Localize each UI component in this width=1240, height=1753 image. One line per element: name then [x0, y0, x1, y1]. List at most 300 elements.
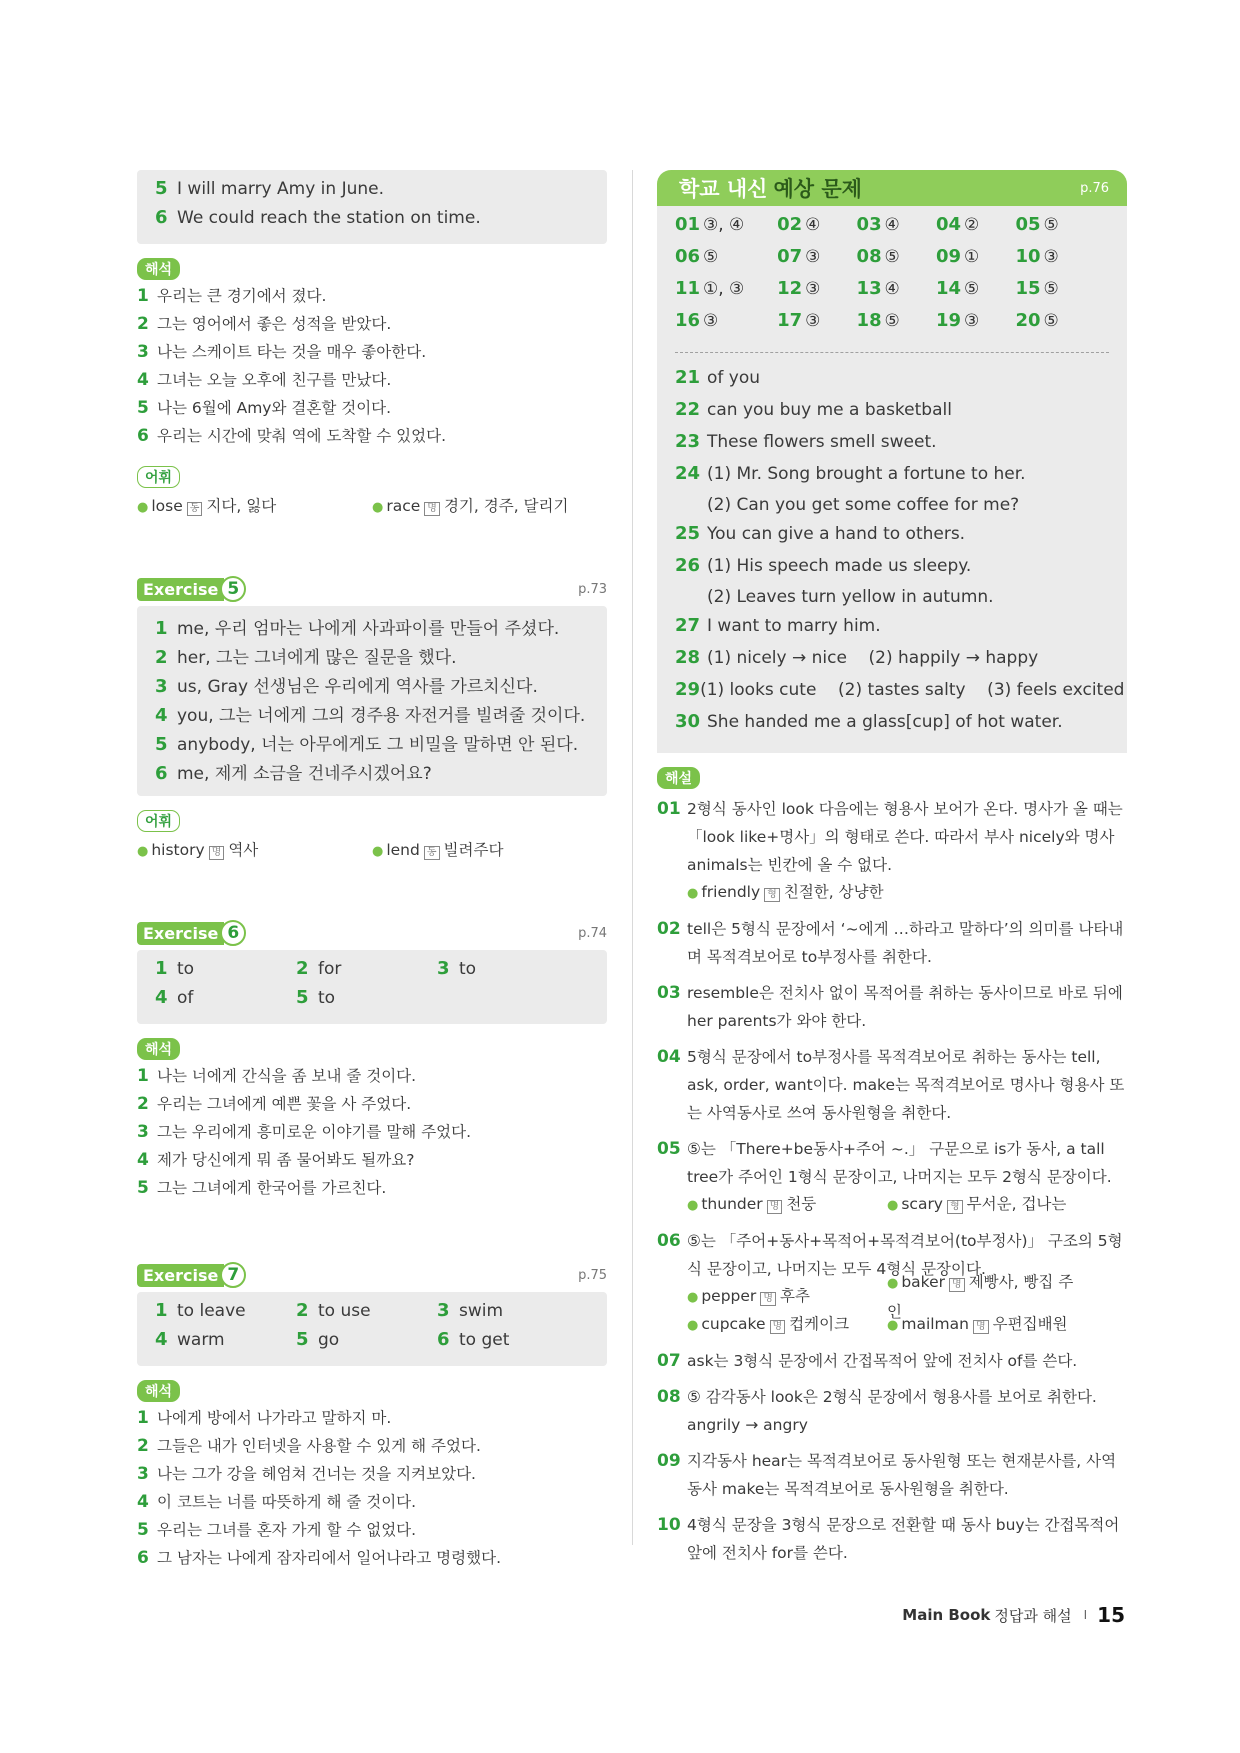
answer-cell [1016, 278, 1095, 299]
exercise-6-box [137, 950, 607, 1024]
explanation-body [687, 979, 1127, 1035]
translation-tag: 해석 [137, 1380, 180, 1402]
answer-number: 24 [675, 463, 701, 484]
written-answer-row [675, 367, 1109, 399]
answer-row-number: 5 [155, 734, 168, 755]
explanation-text: ⑤는 「There+be동사+주어 ~.」 구문으로 is가 동사, a tall tree가 주어인 1형식 문장이고, 나머지는 모두 2형식 문장이다. [687, 1140, 1112, 1186]
written-answer-row [675, 711, 1109, 743]
answer-subline: (2) Can you get some coffee for me? [707, 495, 1020, 515]
exercise-number-badge: 7 [220, 1262, 246, 1288]
answer-choice: ③ [805, 247, 821, 267]
right-column [657, 170, 1127, 1575]
answer-choice: ④ [884, 279, 900, 299]
answer-choice: ③ [805, 311, 821, 331]
vocabulary-item [687, 1190, 887, 1220]
explanation-text: tell은 5형식 문장에서 ‘~에게 …하라고 말하다’의 의미를 나타내며 목적격보어로 to부정사를 취한다. [687, 920, 1124, 966]
translation-row-text: 그는 그녀에게 한국어를 가르친다. [157, 1179, 387, 1197]
answer-text: She handed me a glass[cup] of hot water. [707, 712, 1063, 732]
pos-badge: 동 [187, 502, 203, 516]
answer-row [155, 614, 589, 643]
explanation-item [657, 1043, 1127, 1127]
translation-row-text: 나는 너에게 간식을 좀 보내 줄 것이다. [157, 1067, 417, 1085]
answer-cell [936, 246, 1015, 267]
explanation-item [657, 1511, 1127, 1567]
answer-text: go [318, 1330, 340, 1350]
vocab-word: mailman [901, 1315, 969, 1333]
answer-cell [936, 214, 1015, 235]
answer-row [155, 207, 589, 236]
translation-row-text: 이 코트는 너를 따뜻하게 해 줄 것이다. [157, 1493, 417, 1511]
answer-cell [155, 987, 296, 1008]
bullet-icon: ● [137, 844, 149, 859]
answer-row-number: 1 [155, 618, 168, 639]
pos-badge: 동 [424, 846, 440, 860]
answer-row [675, 310, 1095, 342]
bullet-icon: ● [687, 1290, 699, 1305]
translation-row-text: 그는 영어에서 좋은 성적을 받았다. [157, 315, 392, 333]
answer-cell [155, 958, 296, 979]
answer-row-text: her, 그는 그녀에게 많은 질문을 했다. [177, 648, 457, 668]
column-divider [632, 170, 633, 1545]
translation-row-text: 그들은 내가 인터넷을 사용할 수 있게 해 주었다. [157, 1437, 481, 1455]
vocabulary-row [137, 492, 607, 518]
answer-text: You can give a hand to others. [707, 524, 966, 544]
page-number: 15 [1097, 1603, 1125, 1627]
bullet-icon: ● [887, 1198, 899, 1213]
dotted-divider [675, 352, 1109, 353]
answer-cell [857, 246, 936, 267]
bullet-icon: ● [887, 1276, 899, 1291]
answer-number: 16 [675, 310, 701, 331]
explanation-text: 2형식 동사인 look 다음에는 형용사 보어가 온다. 명사가 올 때는 「look like+명사」의 형태로 쓴다. 따라서 부사 nicely와 명사 animals는 빈칸에 올 수 없다. [687, 800, 1123, 874]
answer-row-text: you, 그는 너에게 그의 경주용 자전거를 빌려줄 것이다. [177, 706, 586, 726]
answer-choice: ③ [1043, 247, 1059, 267]
answer-cell [1016, 214, 1095, 235]
answer-text: of you [707, 368, 761, 388]
exercise-6-header-label [137, 920, 246, 946]
translation-list [137, 1064, 607, 1204]
footer-subtitle: 정답과 해설 [994, 1606, 1072, 1625]
explanation-number: 02 [657, 919, 681, 939]
pos-badge: 명 [209, 846, 225, 860]
translation-list [137, 284, 607, 452]
answer-number: 19 [936, 310, 962, 331]
answer-cell [437, 1329, 578, 1350]
translation-row [137, 340, 607, 368]
answer-choice: ② [964, 215, 980, 235]
answer-text: can you buy me a basketball [707, 400, 952, 420]
written-answer-row [675, 523, 1109, 555]
answer-number: 10 [1015, 246, 1041, 267]
exercise-number-badge: 6 [220, 920, 246, 946]
translation-row-number: 2 [137, 314, 149, 334]
vocab-meaning: 제빵사, 빵집 주인 [887, 1273, 1074, 1321]
translation-row-text: 나는 스케이트 타는 것을 매우 좋아한다. [157, 343, 427, 361]
title-expected: 예상 문제 [773, 177, 862, 201]
answer-cell [675, 246, 777, 267]
answer-choice: ③, ④ [703, 215, 745, 235]
exercise-7-header [137, 1262, 607, 1288]
answer-cell [777, 246, 856, 267]
translation-row-text: 그 남자는 나에게 잠자리에서 일어나라고 명령했다. [157, 1549, 501, 1567]
footer-book: Main Book [902, 1606, 991, 1624]
exercise-label: Exercise [137, 578, 224, 601]
exercise-5-box [137, 606, 607, 796]
answer-row-text: me, 우리 엄마는 나에게 사과파이를 만들어 주셨다. [177, 619, 560, 639]
answer-text: (1) looks cute (2) tastes salty (3) feels excited [700, 680, 1125, 700]
answer-text: I want to marry him. [707, 616, 881, 636]
answer-number: 2 [296, 1300, 309, 1321]
translation-tag: 해석 [137, 258, 180, 280]
vocab-word: pepper [701, 1287, 757, 1305]
answer-cell [936, 278, 1015, 299]
answer-row-text: us, Gray 선생님은 우리에게 역사를 가르치신다. [177, 677, 538, 697]
multiple-choice-answers [675, 214, 1109, 342]
answer-cell [296, 987, 437, 1008]
vocab-word: race [386, 497, 421, 515]
page-reference: p.73 [578, 581, 607, 597]
pos-badge: 명 [767, 1200, 783, 1214]
translation-row-text: 우리는 시간에 맞춰 역에 도착할 수 있었다. [157, 427, 447, 445]
answer-choice: ⑤ [884, 311, 900, 331]
answer-number: 11 [675, 278, 701, 299]
answer-number: 4 [155, 1329, 168, 1350]
answer-number: 20 [1015, 310, 1041, 331]
translation-tag: 해석 [137, 1038, 180, 1060]
explanation-body [687, 795, 1127, 907]
answer-cell [296, 958, 437, 979]
translation-row [137, 284, 607, 312]
answer-choice: ③ [964, 311, 980, 331]
vocabulary-tag: 어휘 [137, 810, 180, 832]
vocabulary-item [687, 878, 887, 908]
vocab-word: thunder [701, 1195, 763, 1213]
vocab-word: lose [151, 497, 183, 515]
explanation-number: 01 [657, 799, 681, 819]
vocabulary-row-item [137, 494, 372, 516]
explanation-list [657, 795, 1127, 1567]
vocab-word: scary [901, 1195, 943, 1213]
explanation-text: 지각동사 hear는 목적격보어로 동사원형 또는 현재분사를, 사역동사 make는 목적격보어로 동사원형을 취한다. [687, 1452, 1117, 1498]
answer-cell [675, 310, 777, 331]
vocabulary-row [687, 1311, 1127, 1339]
translation-row-number: 3 [137, 1464, 149, 1484]
answer-number: 08 [856, 246, 882, 267]
explanation-body [687, 1043, 1127, 1127]
answer-choice: ③ [805, 279, 821, 299]
translation-row [137, 1462, 607, 1490]
explanation-number: 03 [657, 983, 681, 1003]
translation-row [137, 1120, 607, 1148]
pos-badge: 명 [973, 1320, 989, 1334]
pos-badge: 명 [760, 1292, 776, 1306]
answer-text: of [177, 988, 194, 1008]
answer-number: 23 [675, 431, 701, 452]
explanation-body [687, 915, 1127, 971]
answer-number: 3 [437, 958, 450, 979]
answer-row-number: 4 [155, 705, 168, 726]
translation-row-number: 3 [137, 342, 149, 362]
exercise-label: Exercise [137, 922, 224, 945]
answer-cell [675, 214, 777, 235]
answer-number: 18 [856, 310, 882, 331]
vocabulary-tag: 어휘 [137, 466, 180, 488]
translation-row-text: 우리는 그녀에게 예쁜 꽃을 사 주었다. [157, 1095, 412, 1113]
explanation-item [657, 1383, 1127, 1439]
bullet-icon: ● [887, 1318, 899, 1333]
exercise-6-header [137, 920, 607, 946]
vocab-word: history [151, 841, 205, 859]
explanation-item [657, 1347, 1127, 1375]
answer-choice: ⑤ [1043, 311, 1059, 331]
answer-row [155, 958, 589, 987]
page-reference: p.74 [578, 925, 607, 941]
answer-text: swim [459, 1301, 504, 1321]
section-title [679, 173, 862, 203]
answer-text: (1) nicely → nice (2) happily → happy [707, 648, 1039, 668]
translation-row-number: 5 [137, 1178, 149, 1198]
answer-number: 5 [296, 987, 309, 1008]
answer-text: to get [459, 1330, 510, 1350]
answer-row [155, 701, 589, 730]
answer-number: 3 [437, 1300, 450, 1321]
written-answer-row [675, 647, 1109, 679]
answer-number: 25 [675, 523, 701, 544]
vocab-meaning: 역사 [228, 841, 259, 859]
translation-row [137, 368, 607, 396]
explanation-body [687, 1447, 1127, 1503]
answer-number: 22 [675, 399, 701, 420]
explanation-number: 08 [657, 1387, 681, 1407]
translation-row-number: 3 [137, 1122, 149, 1142]
translation-row-number: 6 [137, 1548, 149, 1568]
vocab-meaning: 무서운, 겁나는 [966, 1195, 1067, 1213]
answer-choice: ①, ③ [703, 279, 745, 299]
pos-badge: 형 [764, 888, 780, 902]
answer-number: 26 [675, 555, 701, 576]
bullet-icon: ● [372, 844, 384, 859]
answer-cell [857, 214, 936, 235]
answer-number: 17 [777, 310, 803, 331]
translation-row [137, 1092, 607, 1120]
answer-cell [296, 1300, 437, 1321]
vocabulary-row-item [372, 838, 607, 860]
answer-choice: ① [964, 247, 980, 267]
translation-row [137, 1148, 607, 1176]
translation-row [137, 1518, 607, 1546]
answer-choice: ④ [884, 215, 900, 235]
translation-row-number: 6 [137, 426, 149, 446]
explanation-number: 07 [657, 1351, 681, 1371]
answer-cell [936, 310, 1015, 331]
answer-number: 29 [675, 679, 701, 700]
answer-text: warm [177, 1330, 225, 1350]
answer-text: (1) His speech made us sleepy. [707, 556, 972, 576]
translation-row-number: 1 [137, 1408, 149, 1428]
translation-row [137, 1434, 607, 1462]
answer-choice: ⑤ [1043, 279, 1059, 299]
explanation-text: 4형식 문장을 3형식 문장으로 전환할 때 동사 buy는 간접목적어 앞에 전치사 for를 쓴다. [687, 1516, 1120, 1562]
answer-number: 04 [936, 214, 962, 235]
page-footer [902, 1603, 1125, 1627]
answer-number: 12 [777, 278, 803, 299]
answer-subline: (2) Leaves turn yellow in autumn. [707, 587, 994, 607]
answer-row [675, 214, 1095, 246]
answer-cell [857, 278, 936, 299]
explanation-text: ask는 3형식 문장에서 간접목적어 앞에 전치사 of를 쓴다. [687, 1352, 1078, 1370]
answer-cell [437, 1300, 578, 1321]
page-reference: p.76 [1080, 180, 1109, 196]
answer-key-box [657, 206, 1127, 753]
explanation-number: 09 [657, 1451, 681, 1471]
explanation-item [657, 1135, 1127, 1219]
answer-row-number: 6 [155, 207, 168, 228]
answer-box-continued [137, 170, 607, 244]
pos-badge: 명 [949, 1278, 965, 1292]
explanation-item [657, 979, 1127, 1035]
footer-separator: I [1083, 1608, 1088, 1622]
vocab-meaning: 빌려주다 [443, 841, 504, 859]
answer-number: 01 [675, 214, 701, 235]
answer-row [675, 246, 1095, 278]
translation-row [137, 1490, 607, 1518]
explanation-body [687, 1347, 1127, 1375]
written-answer-row [675, 555, 1109, 587]
answer-row [155, 1300, 589, 1329]
vocab-word: baker [901, 1273, 946, 1291]
pos-badge: 형 [947, 1200, 963, 1214]
translation-row-text: 나는 6월에 Amy와 결혼할 것이다. [157, 399, 392, 417]
translation-row-number: 4 [137, 370, 149, 390]
answer-number: 14 [936, 278, 962, 299]
answer-text: to leave [177, 1301, 246, 1321]
written-answer-row [675, 399, 1109, 431]
vocabulary-item [687, 1310, 887, 1340]
answer-text: to [318, 988, 336, 1008]
translation-row [137, 424, 607, 452]
answer-number: 05 [1015, 214, 1041, 235]
vocabulary-row-item [137, 838, 372, 860]
answer-row-number: 6 [155, 763, 168, 784]
translation-row-number: 5 [137, 398, 149, 418]
explanation-item [657, 1227, 1127, 1339]
vocabulary-row [687, 879, 1127, 907]
answer-row [155, 643, 589, 672]
answer-number: 07 [777, 246, 803, 267]
answer-number: 09 [936, 246, 962, 267]
exercise-label: Exercise [137, 1264, 224, 1287]
answer-row [155, 759, 589, 788]
pos-badge: 명 [424, 502, 440, 516]
translation-row-number: 2 [137, 1436, 149, 1456]
answer-number: 5 [296, 1329, 309, 1350]
written-answer-row [675, 679, 1125, 711]
explanation-number: 05 [657, 1139, 681, 1159]
vocab-meaning: 경기, 경주, 달리기 [443, 497, 569, 515]
explanation-number: 06 [657, 1231, 681, 1251]
vocabulary-row [137, 836, 607, 862]
answer-cell [857, 310, 936, 331]
answer-cell [1016, 246, 1095, 267]
page-reference: p.75 [578, 1267, 607, 1283]
pos-badge: 명 [770, 1320, 786, 1334]
answer-number: 1 [155, 958, 168, 979]
vocabulary-row [687, 1273, 1127, 1321]
answer-text: to use [318, 1301, 371, 1321]
answer-cell [675, 278, 777, 299]
answer-row [155, 1329, 589, 1358]
answer-row-text: me, 제게 소금을 건네주시겠어요? [177, 764, 432, 784]
answer-row-text: We could reach the station on time. [177, 208, 481, 228]
answer-number: 27 [675, 615, 701, 636]
answer-row [155, 178, 589, 207]
answer-cell [777, 278, 856, 299]
bullet-icon: ● [687, 1198, 699, 1213]
answer-number: 4 [155, 987, 168, 1008]
translation-row [137, 396, 607, 424]
answer-choice: ⑤ [703, 247, 719, 267]
written-answer-row [675, 463, 1109, 495]
vocab-word: friendly [701, 883, 761, 901]
answer-choice: ⑤ [1043, 215, 1059, 235]
translation-row-text: 그녀는 오늘 오후에 친구를 만났다. [157, 371, 392, 389]
explanation-text: ⑤ 감각동사 look은 2형식 문장에서 형용사를 보어로 취한다. angrily → angry [687, 1388, 1097, 1434]
vocabulary-item [887, 1310, 1087, 1340]
answer-row [675, 278, 1095, 310]
title-school: 학교 내신 [679, 177, 768, 201]
answer-row [155, 730, 589, 759]
answer-row-text: I will marry Amy in June. [177, 179, 384, 199]
answer-number: 03 [856, 214, 882, 235]
answer-text: (1) Mr. Song brought a fortune to her. [707, 464, 1026, 484]
answer-cell [777, 310, 856, 331]
translation-row-number: 4 [137, 1150, 149, 1170]
translation-row [137, 1406, 607, 1434]
bullet-icon: ● [372, 500, 384, 515]
vocab-meaning: 후추 [779, 1287, 810, 1305]
answer-number: 28 [675, 647, 701, 668]
vocabulary-row-item [372, 494, 607, 516]
explanation-item [657, 915, 1127, 971]
vocab-meaning: 우편집배원 [992, 1315, 1068, 1333]
answer-text: to [459, 959, 477, 979]
translation-row-number: 4 [137, 1492, 149, 1512]
left-column [137, 170, 607, 1574]
translation-row-text: 그는 우리에게 흥미로운 이야기를 말해 주었다. [157, 1123, 472, 1141]
exercise-5-header-label [137, 576, 246, 602]
translation-row-text: 우리는 큰 경기에서 졌다. [157, 287, 327, 305]
translation-row-number: 1 [137, 286, 149, 306]
translation-row-text: 나에게 방에서 나가라고 말하지 마. [157, 1409, 392, 1427]
vocabulary-item [887, 1190, 1087, 1220]
vocab-word: lend [386, 841, 420, 859]
answer-cell [155, 1300, 296, 1321]
exercise-7-header-label [137, 1262, 246, 1288]
written-answer-row [675, 431, 1109, 463]
explanation-tag: 해설 [657, 767, 700, 789]
vocab-meaning: 지다, 잃다 [206, 497, 277, 515]
answer-number: 02 [777, 214, 803, 235]
answer-number: 06 [675, 246, 701, 267]
answer-row-number: 3 [155, 676, 168, 697]
answer-row [155, 672, 589, 701]
explanation-item [657, 795, 1127, 907]
exercise-5-header [137, 576, 607, 602]
explanation-number: 04 [657, 1047, 681, 1067]
answer-number: 13 [856, 278, 882, 299]
answer-row-number: 5 [155, 178, 168, 199]
translation-row-number: 5 [137, 1520, 149, 1540]
